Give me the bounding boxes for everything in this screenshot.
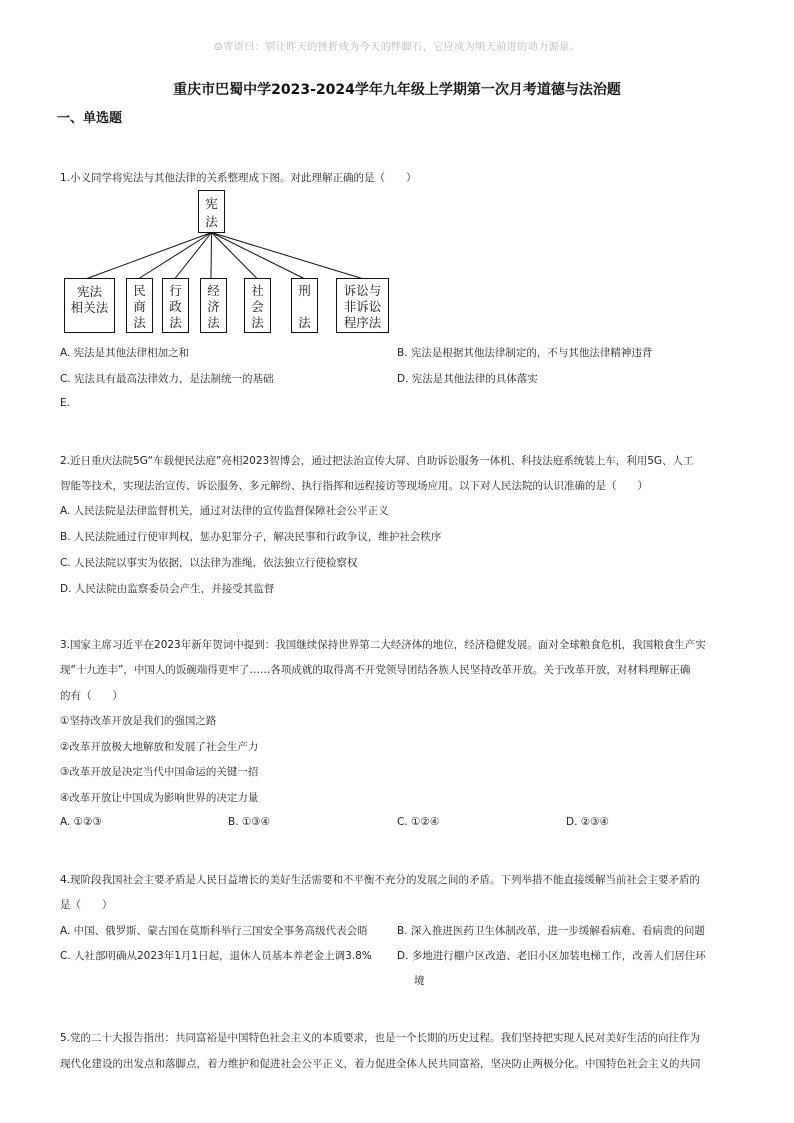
q3-statement: ③改革开放是决定当代中国命运的关键一招 [60, 766, 259, 778]
diagram-root-label: 宪 [205, 196, 218, 211]
diagram-child-label: 商 [133, 299, 146, 314]
connector-line [211, 233, 212, 279]
q3-option-b[interactable]: B. ①③④ [228, 816, 271, 828]
diagram-child-label: 法 [207, 315, 220, 330]
q1-option-c[interactable]: C. 宪法具有最高法律效力，是法制统一的基础 [60, 373, 274, 385]
diagram-child-label: 程序法 [343, 315, 382, 330]
q1-option-e[interactable]: E. [60, 397, 70, 409]
diagram-child-label: 相关法 [70, 300, 109, 315]
diagram-child-label: 会 [251, 299, 264, 314]
diagram-child-label: 社 [251, 283, 264, 298]
diagram-child-label: 非诉讼 [343, 299, 382, 314]
q3-option-c[interactable]: C. ①②④ [397, 816, 440, 828]
question-4-stem: 4.现阶段我国社会主要矛盾是人民日益增长的美好生活需要和不平衡不充分的发展之间的矛盾。下列举措不能直接缓解当前社会主要矛盾的 [60, 874, 701, 886]
diagram-child-label: 刑 [298, 283, 311, 298]
law-hierarchy-diagram [60, 186, 400, 336]
q1-option-b[interactable]: B. 宪法是根据其他法律制定的，不与其他法律精神违背 [397, 347, 653, 359]
question-3-stem: 3.国家主席习近平在2023年新年贺词中提到：我国继续保持世界第二大经济体的地位，经济稳健发展。面对全球粮食危机，我国粮食生产实 [60, 639, 706, 651]
question-3-stem: 现“十九连丰”，中国人的饭碗端得更牢了……各项成就的取得离不开党领导团结各族人民坚持改革开放。关于改革开放，对材料理解正确 [60, 664, 691, 676]
question-5-stem: 现代化建设的出发点和落脚点，着力维护和促进社会公平正义，着力促进全体人民共同富裕，坚决防止两极分化。中国特色社会主义的共同 [60, 1058, 701, 1070]
question-3-stem: 的有（ ） [60, 690, 123, 702]
section-heading: 一、单选题 [57, 111, 123, 126]
diagram-child-label: 济 [207, 299, 220, 314]
question-5-stem: 5.党的二十大报告指出：共同富裕是中国特色社会主义的本质要求，也是一个长期的历史过程。我们坚持把实现人民对美好生活的向往作为 [60, 1032, 701, 1044]
header-motto: ☺寄语曰：别让昨天的挫折成为今天的绊脚石，它应成为明天前进的动力源泉。 [213, 42, 581, 53]
diagram-child-label: 法 [298, 315, 311, 330]
diagram-child-label: 民 [133, 283, 146, 298]
question-2-stem: 智能等技术，实现法治宣传、诉讼服务、多元解纷、执行指挥和远程接访等现场应用。以下对人民法院的认识准确的是（ ） [60, 480, 648, 492]
q3-statement: ②改革开放极大地解放和发展了社会生产力 [60, 741, 259, 753]
q4-option-b[interactable]: B. 深入推进医药卫生体制改革，进一步缓解看病难、看病贵的问题 [397, 925, 705, 937]
q3-statement: ①坚持改革开放是我们的强国之路 [60, 715, 217, 727]
q2-option-a[interactable]: A. 人民法院是法律监督机关，通过对法律的宣传监督保障社会公平正义 [60, 505, 389, 517]
diagram-child-label: 法 [251, 315, 264, 330]
diagram-root-label: 法 [205, 214, 218, 229]
q2-option-b[interactable]: B. 人民法院通过行使审判权，惩办犯罪分子，解决民事和行政争议，维护社会秩序 [60, 531, 442, 543]
diagram-child-label: 宪法 [76, 284, 103, 299]
diagram-child-label: 法 [169, 315, 182, 330]
diagram-child-label: 经 [207, 283, 220, 298]
q2-option-c[interactable]: C. 人民法院以事实为依据，以法律为准绳，依法独立行使检察权 [60, 557, 358, 569]
q4-option-d[interactable]: D. 多地进行棚户区改造、老旧小区加装电梯工作，改善人们居住环 [397, 950, 706, 962]
q4-option-c[interactable]: C. 人社部明确从2023年1月1日起，退休人员基本养老金上调3.8% [60, 950, 372, 962]
q1-option-d[interactable]: D. 宪法是其他法律的具体落实 [397, 373, 538, 385]
q3-option-a[interactable]: A. ①②③ [60, 816, 102, 828]
question-1-stem: 1.小义同学将宪法与其他法律的关系整理成下图。对此理解正确的是（ ） [60, 172, 417, 184]
q4-option-a[interactable]: A. 中国、俄罗斯、蒙古国在莫斯科举行三国安全事务高级代表会晤 [60, 925, 368, 937]
diagram-child-label: 法 [133, 315, 146, 330]
question-4-stem: 是（ ） [60, 899, 113, 911]
q3-option-d[interactable]: D. ②③④ [566, 816, 609, 828]
q3-statement: ④改革开放让中国成为影响世界的决定力量 [60, 792, 259, 804]
page-title: 重庆市巴蜀中学2023-2024学年九年级上学期第一次月考道德与法治题 [173, 82, 621, 98]
q1-option-a[interactable]: A. 宪法是其他法律相加之和 [60, 347, 190, 359]
diagram-child-label: 政 [169, 299, 182, 314]
diagram-child-label: 诉讼与 [343, 283, 382, 298]
q2-option-d[interactable]: D. 人民法院由监察委员会产生，并接受其监督 [60, 583, 275, 595]
q4-option-d-continued: 境 [414, 975, 425, 987]
question-2-stem: 2.近日重庆法院5G“车载便民法庭”亮相2023智博会，通过把法治宣传大屏、自助诉讼服务一体机、科技法庭系统装上车，利用5G、人工 [60, 455, 694, 467]
diagram-child-label: 行 [169, 283, 182, 298]
connector-line [212, 233, 305, 279]
